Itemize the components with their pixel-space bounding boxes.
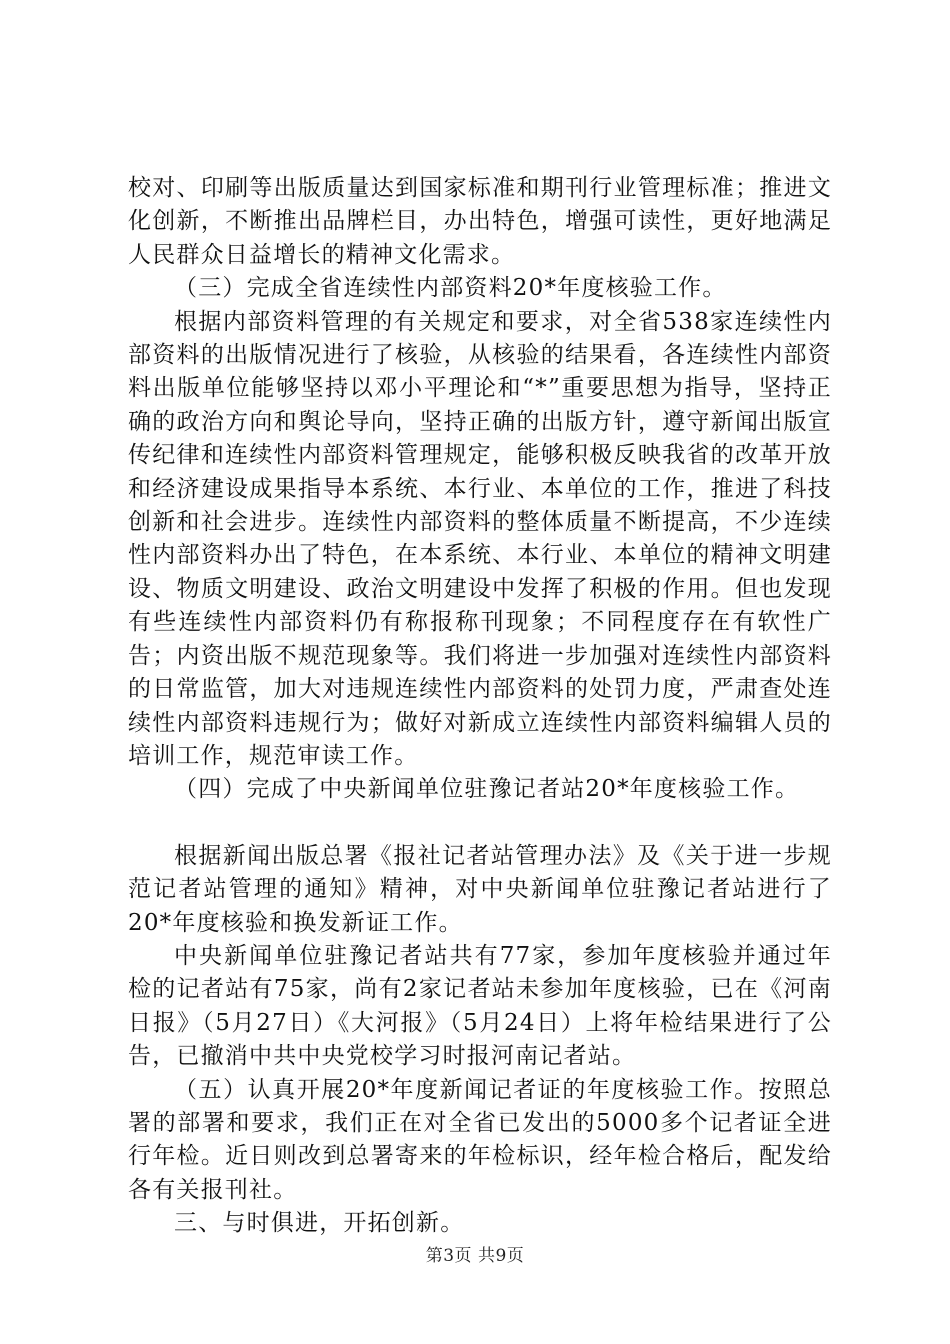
section-heading-three: 三、与时俱进，开拓创新。 xyxy=(174,1210,465,1237)
paragraph-continuation: 校对、印刷等出版质量达到国家标准和期刊行业管理标准；推进文化创新，不断推出品牌栏目，办出特色，增强可读性，更好地满足人民群众日益增长的精神文化需求。 xyxy=(128,175,832,268)
section-heading-3: （三）完成全省连续性内部资料20*年度核验工作。 xyxy=(174,275,727,302)
paragraph: 中央新闻单位驻豫记者站共有77家，参加年度核验并通过年检的记者站有75家，尚有2家记者站未参加年度核验，已在《河南日报》（5月27日）《大河报》（5月24日）上将年检结果进行了公告，已撤消中共中央党校学习时报河南记者站。 xyxy=(128,942,832,1070)
document-body xyxy=(128,172,832,1241)
section-heading-4: （四）完成了中央新闻单位驻豫记者站20*年度核验工作。 xyxy=(174,776,800,803)
paragraph: 根据内部资料管理的有关规定和要求，对全省538家连续性内部资料的出版情况进行了核验，从核验的结果看，各连续性内部资料出版单位能够坚持以邓小平理论和“*”重要思想为指导，坚持正确的政治方向和舆论导向，坚持正确的出版方针，遵守新闻出版宣传纪律和连续性内部资料管理规定，能够积极反映我省的改革开放和经济建设成果指导本系统、本行业、本单位的工作，推进了科技创新和社会进步。连续性内部资料的整体质量不断提高，不少连续性内部资料办出了特色，在本系统、本行业、本单位的精神文明建设、物质文明建设、政治文明建设中发挥了积极的作用。但也发现有些连续性内部资料仍有称报称刊现象；不同程度存在有软性广告；内资出版不规范现象等。我们将进一步加强对连续性内部资料的日常监管，加大对违规连续性内部资料的处罚力度，严肃查处连续性内部资料违规行为；做好对新成立连续性内部资料编辑人员的培训工作，规范审读工作。 xyxy=(128,308,832,769)
section-heading-5: （五）认真开展20*年度新闻记者证的年度核验工作。按照总署的部署和要求，我们正在对全省已发出的5000多个记者证全进行年检。近日则改到总署寄来的年检标识，经年检合格后，配发给各有关报刊社。 xyxy=(128,1076,832,1203)
page-number-footer: 第3页 共9页 xyxy=(425,1246,525,1266)
paragraph: 根据新闻出版总署《报社记者站管理办法》及《关于进一步规范记者站管理的通知》精神，对中央新闻单位驻豫记者站进行了20*年度核验和换发新证工作。 xyxy=(128,842,832,936)
